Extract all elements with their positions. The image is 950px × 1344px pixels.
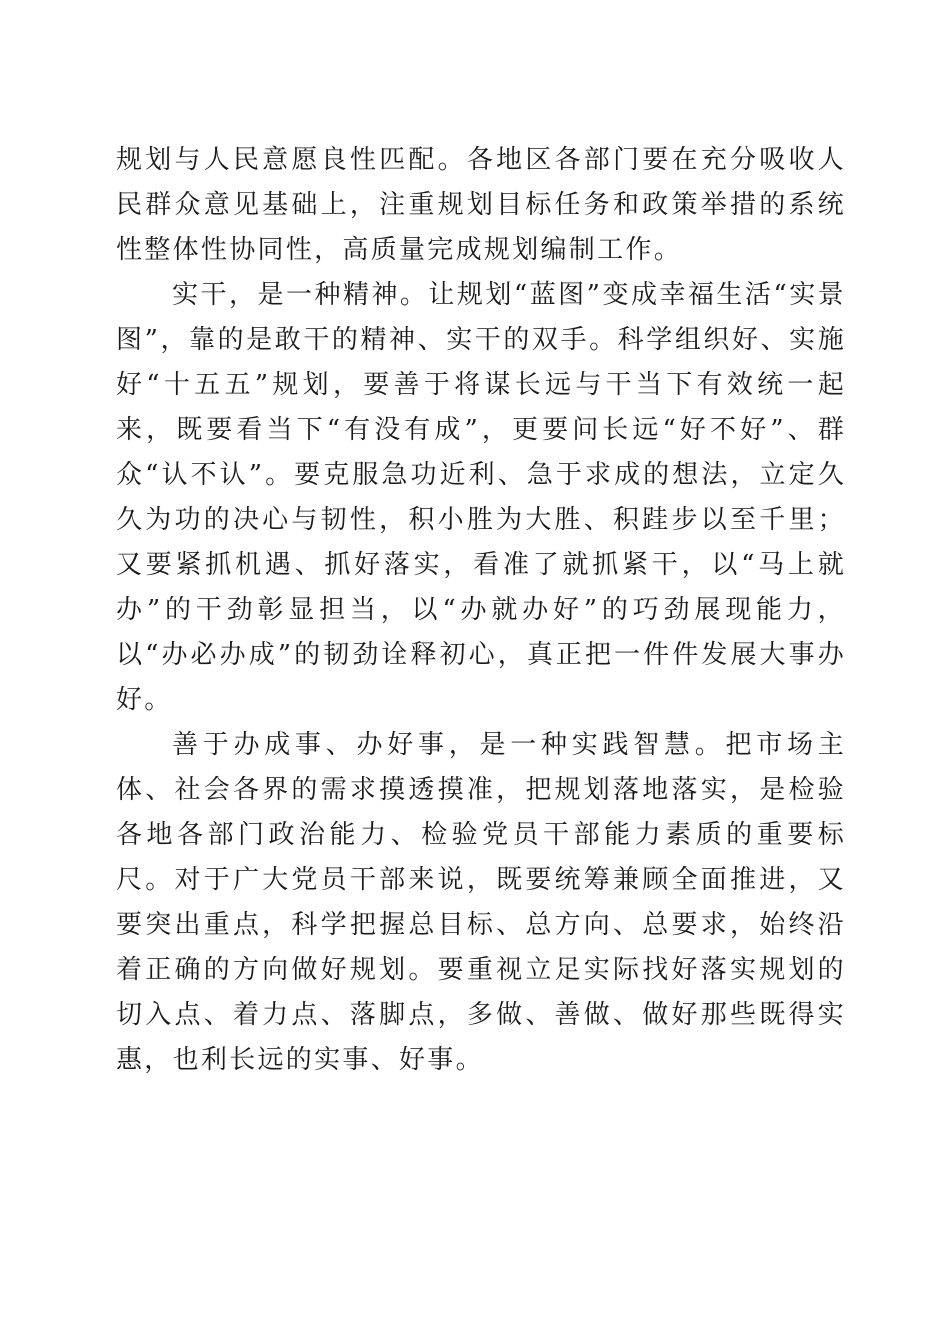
article-body bbox=[116, 138, 846, 1083]
paragraph-2: 实干，是一种精神。让规划“蓝图”变成幸福生活“实景图”，靠的是敢干的精神、实干的双手。科学组织好、实施好“十五五”规划，要善于将谋长远与干当下有效统一起来，既要看当下“有没有成”，更要问长远“好不好”、群众“认不认”。要克服急功近利、急于求成的想法，立定久久为功的决心与韧性，积小胜为大胜、积跬步以至千里；又要紧抓机遇、抓好落实，看准了就抓紧干，以“马上就办”的干劲彰显担当，以“办就办好”的巧劲展现能力，以“办必办成”的韧劲诠释初心，真正把一件件发展大事办好。 bbox=[116, 280, 846, 715]
paragraph-1: 规划与人民意愿良性匹配。各地区各部门要在充分吸收人民群众意见基础上，注重规划目标任务和政策举措的系统性整体性协同性，高质量完成规划编制工作。 bbox=[116, 145, 846, 265]
paragraph-3: 善于办成事、办好事，是一种实践智慧。把市场主体、社会各界的需求摸透摸准，把规划落地落实，是检验各地各部门政治能力、检验党员干部能力素质的重要标尺。对于广大党员干部来说，既要统筹兼顾全面推进，又要突出重点，科学把握总目标、总方向、总要求，始终沿着正确的方向做好规划。要重视立足实际找好落实规划的切入点、着力点、落脚点，多做、善做、做好那些既得实惠，也利长远的实事、好事。 bbox=[116, 730, 846, 1075]
